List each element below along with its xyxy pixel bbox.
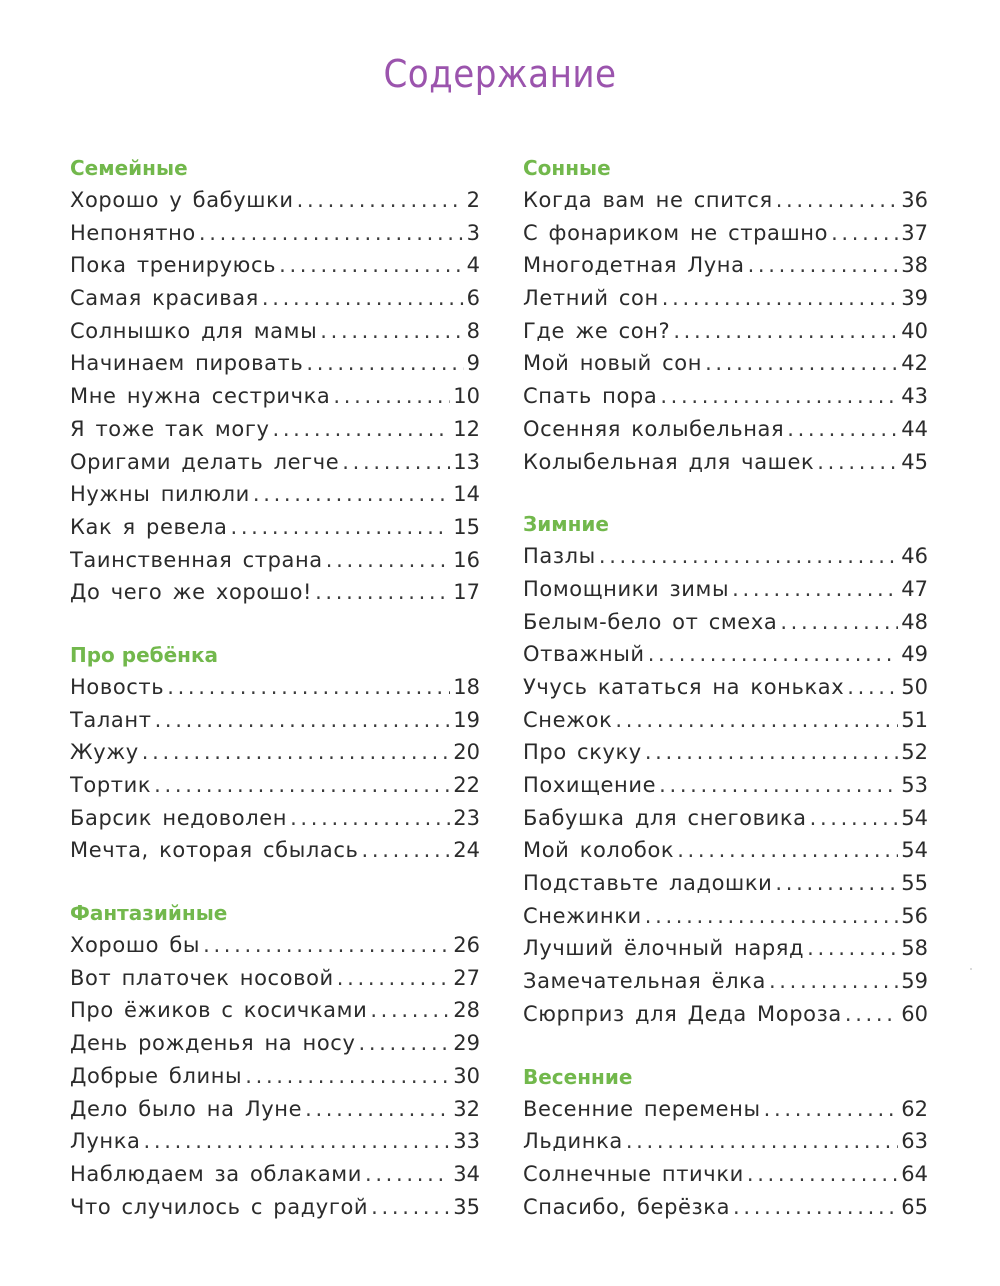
entry-title: Спать пора (523, 384, 658, 409)
entry-title: Солнышко для мамы (70, 318, 318, 343)
entry-page-number: 52 (901, 740, 928, 765)
entry-page-number: 29 (453, 1031, 480, 1056)
entry-title: Весенние перемены (523, 1096, 761, 1121)
toc-entry (523, 347, 928, 380)
entry-title: Снежок (523, 707, 613, 732)
entry-page-number: 16 (453, 547, 480, 572)
toc-entry (523, 867, 928, 900)
entry-title: Подставьте ладошки (523, 871, 773, 896)
toc-entry (523, 606, 928, 639)
toc-section (523, 152, 928, 478)
entry-page-number: 28 (453, 998, 480, 1023)
entry-page-number: 35 (453, 1194, 480, 1219)
toc-entry (523, 769, 928, 802)
dot-leader (142, 736, 450, 769)
entry-title: Солнечные птички (523, 1161, 744, 1186)
toc-entry (523, 380, 928, 413)
section-title: Семейные (70, 156, 188, 180)
dot-leader (320, 315, 463, 348)
toc-entry (70, 315, 480, 348)
dot-leader (615, 704, 898, 737)
toc-entry (70, 1158, 480, 1191)
dot-leader (599, 540, 898, 573)
dot-leader (253, 478, 450, 511)
entry-page-number: 13 (453, 449, 480, 474)
toc-entry (70, 1060, 480, 1093)
toc-section (70, 639, 480, 867)
entry-page-number: 33 (453, 1129, 480, 1154)
toc-entry (523, 1093, 928, 1126)
entry-title: Летний сон (523, 286, 659, 311)
entry-page-number: 56 (901, 903, 928, 928)
entry-page-number: 42 (901, 351, 928, 376)
entry-page-number: 32 (453, 1096, 480, 1121)
dot-leader (262, 282, 464, 315)
toc-entry (70, 704, 480, 737)
dot-leader (780, 606, 898, 639)
entry-title: Новость (70, 674, 165, 699)
toc-entry (70, 834, 480, 867)
entry-title: Мечта, которая сбылась (70, 838, 359, 863)
entry-title: Отважный (523, 642, 645, 667)
dot-leader (660, 380, 898, 413)
entry-title: Помощники зимы (523, 576, 730, 601)
toc-entry (70, 413, 480, 446)
entry-page-number: 39 (901, 286, 928, 311)
toc-entry (70, 282, 480, 315)
toc-entry (70, 217, 480, 250)
entry-title: До чего же хорошо! (70, 580, 313, 605)
entry-page-number: 19 (453, 707, 480, 732)
entry-page-number: 30 (453, 1063, 480, 1088)
dot-leader (358, 1027, 450, 1060)
entry-title: Бабушка для снеговика (523, 805, 807, 830)
toc-entry (523, 184, 928, 217)
entry-page-number: 3 (466, 220, 480, 245)
entry-page-number: 63 (901, 1129, 928, 1154)
dot-leader (154, 769, 450, 802)
entry-page-number: 37 (901, 220, 928, 245)
entry-title: Колыбельная для чашек (523, 449, 815, 474)
dot-leader (769, 965, 898, 998)
paper-speck (970, 968, 972, 970)
dot-leader (199, 217, 464, 250)
entry-title: Пока тренируюсь (70, 253, 277, 278)
entry-title: Льдинка (523, 1129, 623, 1154)
toc-column-left (70, 152, 480, 1223)
dot-leader (326, 544, 451, 577)
toc-entry (523, 736, 928, 769)
toc-entry (523, 834, 928, 867)
dot-leader (847, 671, 898, 704)
entry-page-number: 8 (466, 318, 480, 343)
toc-entry (70, 1191, 480, 1224)
entry-title: Похищение (523, 773, 657, 797)
entry-title: Жужу (70, 740, 139, 765)
entry-page-number: 34 (453, 1161, 480, 1186)
entry-page-number: 54 (901, 805, 928, 830)
entry-title: Непонятно (70, 220, 196, 245)
entry-title: Мой новый сон (523, 351, 703, 376)
dot-leader (144, 1125, 451, 1158)
dot-leader (776, 184, 899, 217)
dot-leader (245, 1060, 450, 1093)
dot-leader (662, 282, 898, 315)
dot-leader (290, 802, 450, 835)
toc-entry (523, 413, 928, 446)
dot-leader (306, 347, 463, 380)
dot-leader (315, 576, 450, 609)
toc-entry (523, 282, 928, 315)
dot-leader (337, 962, 450, 995)
dot-leader (845, 998, 898, 1031)
entry-title: Талант (70, 707, 152, 732)
entry-title: Учусь кататься на коньках (523, 674, 845, 699)
dot-leader (673, 315, 898, 348)
entry-page-number: 4 (466, 253, 480, 278)
entry-page-number: 40 (901, 318, 928, 343)
entry-page-number: 24 (453, 838, 480, 863)
entry-page-number: 49 (901, 642, 928, 667)
toc-entry (70, 769, 480, 802)
entry-title: Нужны пилюли (70, 482, 250, 507)
entry-page-number: 36 (901, 188, 928, 212)
entry-title: Где же сон? (523, 318, 671, 343)
toc-entry (523, 1158, 928, 1191)
toc-entry (70, 544, 480, 577)
entry-page-number: 26 (453, 933, 480, 958)
entry-page-number: 44 (901, 416, 928, 441)
dot-leader (362, 834, 451, 867)
entry-title: Лунка (70, 1129, 141, 1154)
dot-leader (764, 1093, 899, 1126)
dot-leader (787, 413, 898, 446)
toc-entry (523, 573, 928, 606)
dot-leader (648, 638, 899, 671)
entry-page-number: 14 (453, 482, 480, 507)
toc-entry (70, 671, 480, 704)
entry-title: Тортик (70, 773, 152, 797)
dot-leader (155, 704, 451, 737)
entry-page-number: 64 (901, 1161, 928, 1186)
dot-leader (279, 249, 464, 282)
toc-column-right (523, 152, 928, 1223)
toc-entry (523, 446, 928, 479)
dot-leader (333, 380, 450, 413)
entry-page-number: 55 (901, 871, 928, 896)
toc-entry (70, 994, 480, 1027)
entry-title: Хорошо бы (70, 933, 201, 958)
dot-leader (810, 802, 899, 835)
dot-leader (807, 932, 898, 965)
toc-section (70, 152, 480, 609)
dot-leader (371, 1191, 450, 1224)
toc-section (70, 897, 480, 1223)
dot-leader (272, 413, 450, 446)
dot-leader (365, 1158, 450, 1191)
toc-entry (70, 929, 480, 962)
page-title: Содержание (383, 52, 617, 96)
entry-title: Добрые блины (70, 1063, 243, 1088)
entry-title: Оригами делать легче (70, 449, 340, 474)
toc-entry (70, 1125, 480, 1158)
section-title: Весенние (523, 1064, 633, 1089)
entry-title: Лучший ёлочный наряд (523, 936, 805, 961)
toc-entry (523, 217, 928, 250)
section-title: Зимние (523, 512, 609, 537)
toc-entry (70, 736, 480, 769)
toc-entry (523, 638, 928, 671)
entry-page-number: 51 (901, 707, 928, 732)
entry-page-number: 12 (453, 416, 480, 441)
dot-leader (626, 1125, 898, 1158)
dot-leader (167, 671, 450, 704)
toc-entry (523, 671, 928, 704)
entry-page-number: 62 (901, 1096, 928, 1121)
entry-page-number: 27 (453, 965, 480, 990)
entry-title: Что случилось с радугой (70, 1194, 369, 1219)
section-title: Фантазийные (70, 901, 228, 926)
dot-leader (230, 511, 450, 544)
entry-page-number: 58 (901, 936, 928, 961)
entry-page-number: 15 (453, 514, 480, 539)
entry-title: Как я ревела (70, 514, 228, 539)
entry-title: Я тоже так могу (70, 416, 270, 441)
toc-entry (523, 1191, 928, 1224)
entry-page-number: 47 (901, 576, 928, 601)
dot-leader (645, 736, 898, 769)
entry-page-number: 65 (901, 1194, 928, 1219)
toc-entry (70, 962, 480, 995)
entry-page-number: 59 (901, 969, 928, 994)
toc-entry (523, 900, 928, 933)
entry-page-number: 22 (453, 773, 480, 797)
entry-title: Когда вам не спится (523, 188, 773, 212)
toc-entry (70, 802, 480, 835)
toc-entry (70, 1093, 480, 1126)
toc-entry (523, 802, 928, 835)
entry-page-number: 45 (901, 449, 928, 474)
entry-title: Вот платочек носовой (70, 965, 334, 990)
entry-title: Замечательная ёлка (523, 969, 766, 994)
entry-title: Осенняя колыбельная (523, 416, 785, 441)
dot-leader (733, 1191, 898, 1224)
section-title: Сонные (523, 156, 611, 180)
dot-leader (659, 769, 898, 802)
entry-page-number: 10 (453, 384, 480, 409)
dot-leader (677, 834, 898, 867)
entry-page-number: 60 (901, 1001, 928, 1026)
entry-page-number: 18 (453, 674, 480, 699)
toc-entry (70, 184, 480, 217)
entry-title: Наблюдаем за облаками (70, 1161, 362, 1186)
entry-title: Мой колобок (523, 838, 675, 863)
toc-entry (523, 249, 928, 282)
toc-entry (523, 315, 928, 348)
entry-page-number: 9 (466, 351, 480, 376)
toc-entry (70, 347, 480, 380)
dot-leader (705, 347, 898, 380)
toc-entry (523, 932, 928, 965)
toc-entry (523, 998, 928, 1031)
entry-page-number: 43 (901, 384, 928, 409)
entry-title: Про ёжиков с косичками (70, 998, 368, 1023)
toc-section (523, 1061, 928, 1224)
entry-page-number: 20 (453, 740, 480, 765)
entry-title: Сюрприз для Деда Мороза (523, 1001, 842, 1026)
toc-entry (70, 446, 480, 479)
toc-entry (523, 540, 928, 573)
entry-title: Мне нужна сестричка (70, 384, 331, 409)
toc-entry (70, 1027, 480, 1060)
dot-leader (305, 1093, 450, 1126)
dot-leader (817, 446, 898, 479)
entry-title: Дело было на Луне (70, 1096, 303, 1121)
entry-title: Многодетная Луна (523, 253, 745, 278)
entry-page-number: 54 (901, 838, 928, 863)
dot-leader (342, 446, 450, 479)
entry-title: Начинаем пировать (70, 351, 304, 376)
toc-entry (70, 249, 480, 282)
entry-page-number: 50 (901, 674, 928, 699)
entry-title: День рожденья на носу (70, 1031, 356, 1056)
entry-title: Пазлы (523, 544, 596, 569)
entry-title: Барсик недоволен (70, 805, 288, 830)
toc-entry (523, 704, 928, 737)
dot-leader (732, 573, 898, 606)
dot-leader (775, 867, 898, 900)
toc-entry (70, 380, 480, 413)
entry-page-number: 17 (453, 580, 480, 605)
entry-title: С фонариком не страшно (523, 220, 829, 245)
entry-title: Белым-бело от смеха (523, 609, 778, 634)
entry-title: Таинственная страна (70, 547, 323, 572)
entry-page-number: 2 (466, 188, 480, 212)
entry-page-number: 23 (453, 805, 480, 830)
dot-leader (747, 1158, 898, 1191)
entry-title: Про скуку (523, 740, 642, 765)
entry-page-number: 53 (901, 773, 928, 797)
entry-page-number: 6 (466, 286, 480, 311)
toc-entry (523, 1125, 928, 1158)
section-title: Про ребёнка (70, 642, 219, 667)
entry-page-number: 38 (901, 253, 928, 278)
entry-title: Хорошо у бабушки (70, 188, 294, 212)
toc-section (523, 508, 928, 1030)
dot-leader (203, 929, 450, 962)
dot-leader (297, 184, 464, 217)
entry-title: Спасибо, берёзка (523, 1194, 731, 1219)
toc-entry (70, 511, 480, 544)
dot-leader (645, 900, 899, 933)
entry-page-number: 46 (901, 544, 928, 569)
dot-leader (370, 994, 450, 1027)
toc-entry (523, 965, 928, 998)
toc-entry (70, 478, 480, 511)
dot-leader (748, 249, 899, 282)
entry-title: Снежинки (523, 903, 642, 928)
entry-page-number: 48 (901, 609, 928, 634)
dot-leader (831, 217, 898, 250)
entry-title: Самая красивая (70, 286, 259, 311)
toc-entry (70, 576, 480, 609)
